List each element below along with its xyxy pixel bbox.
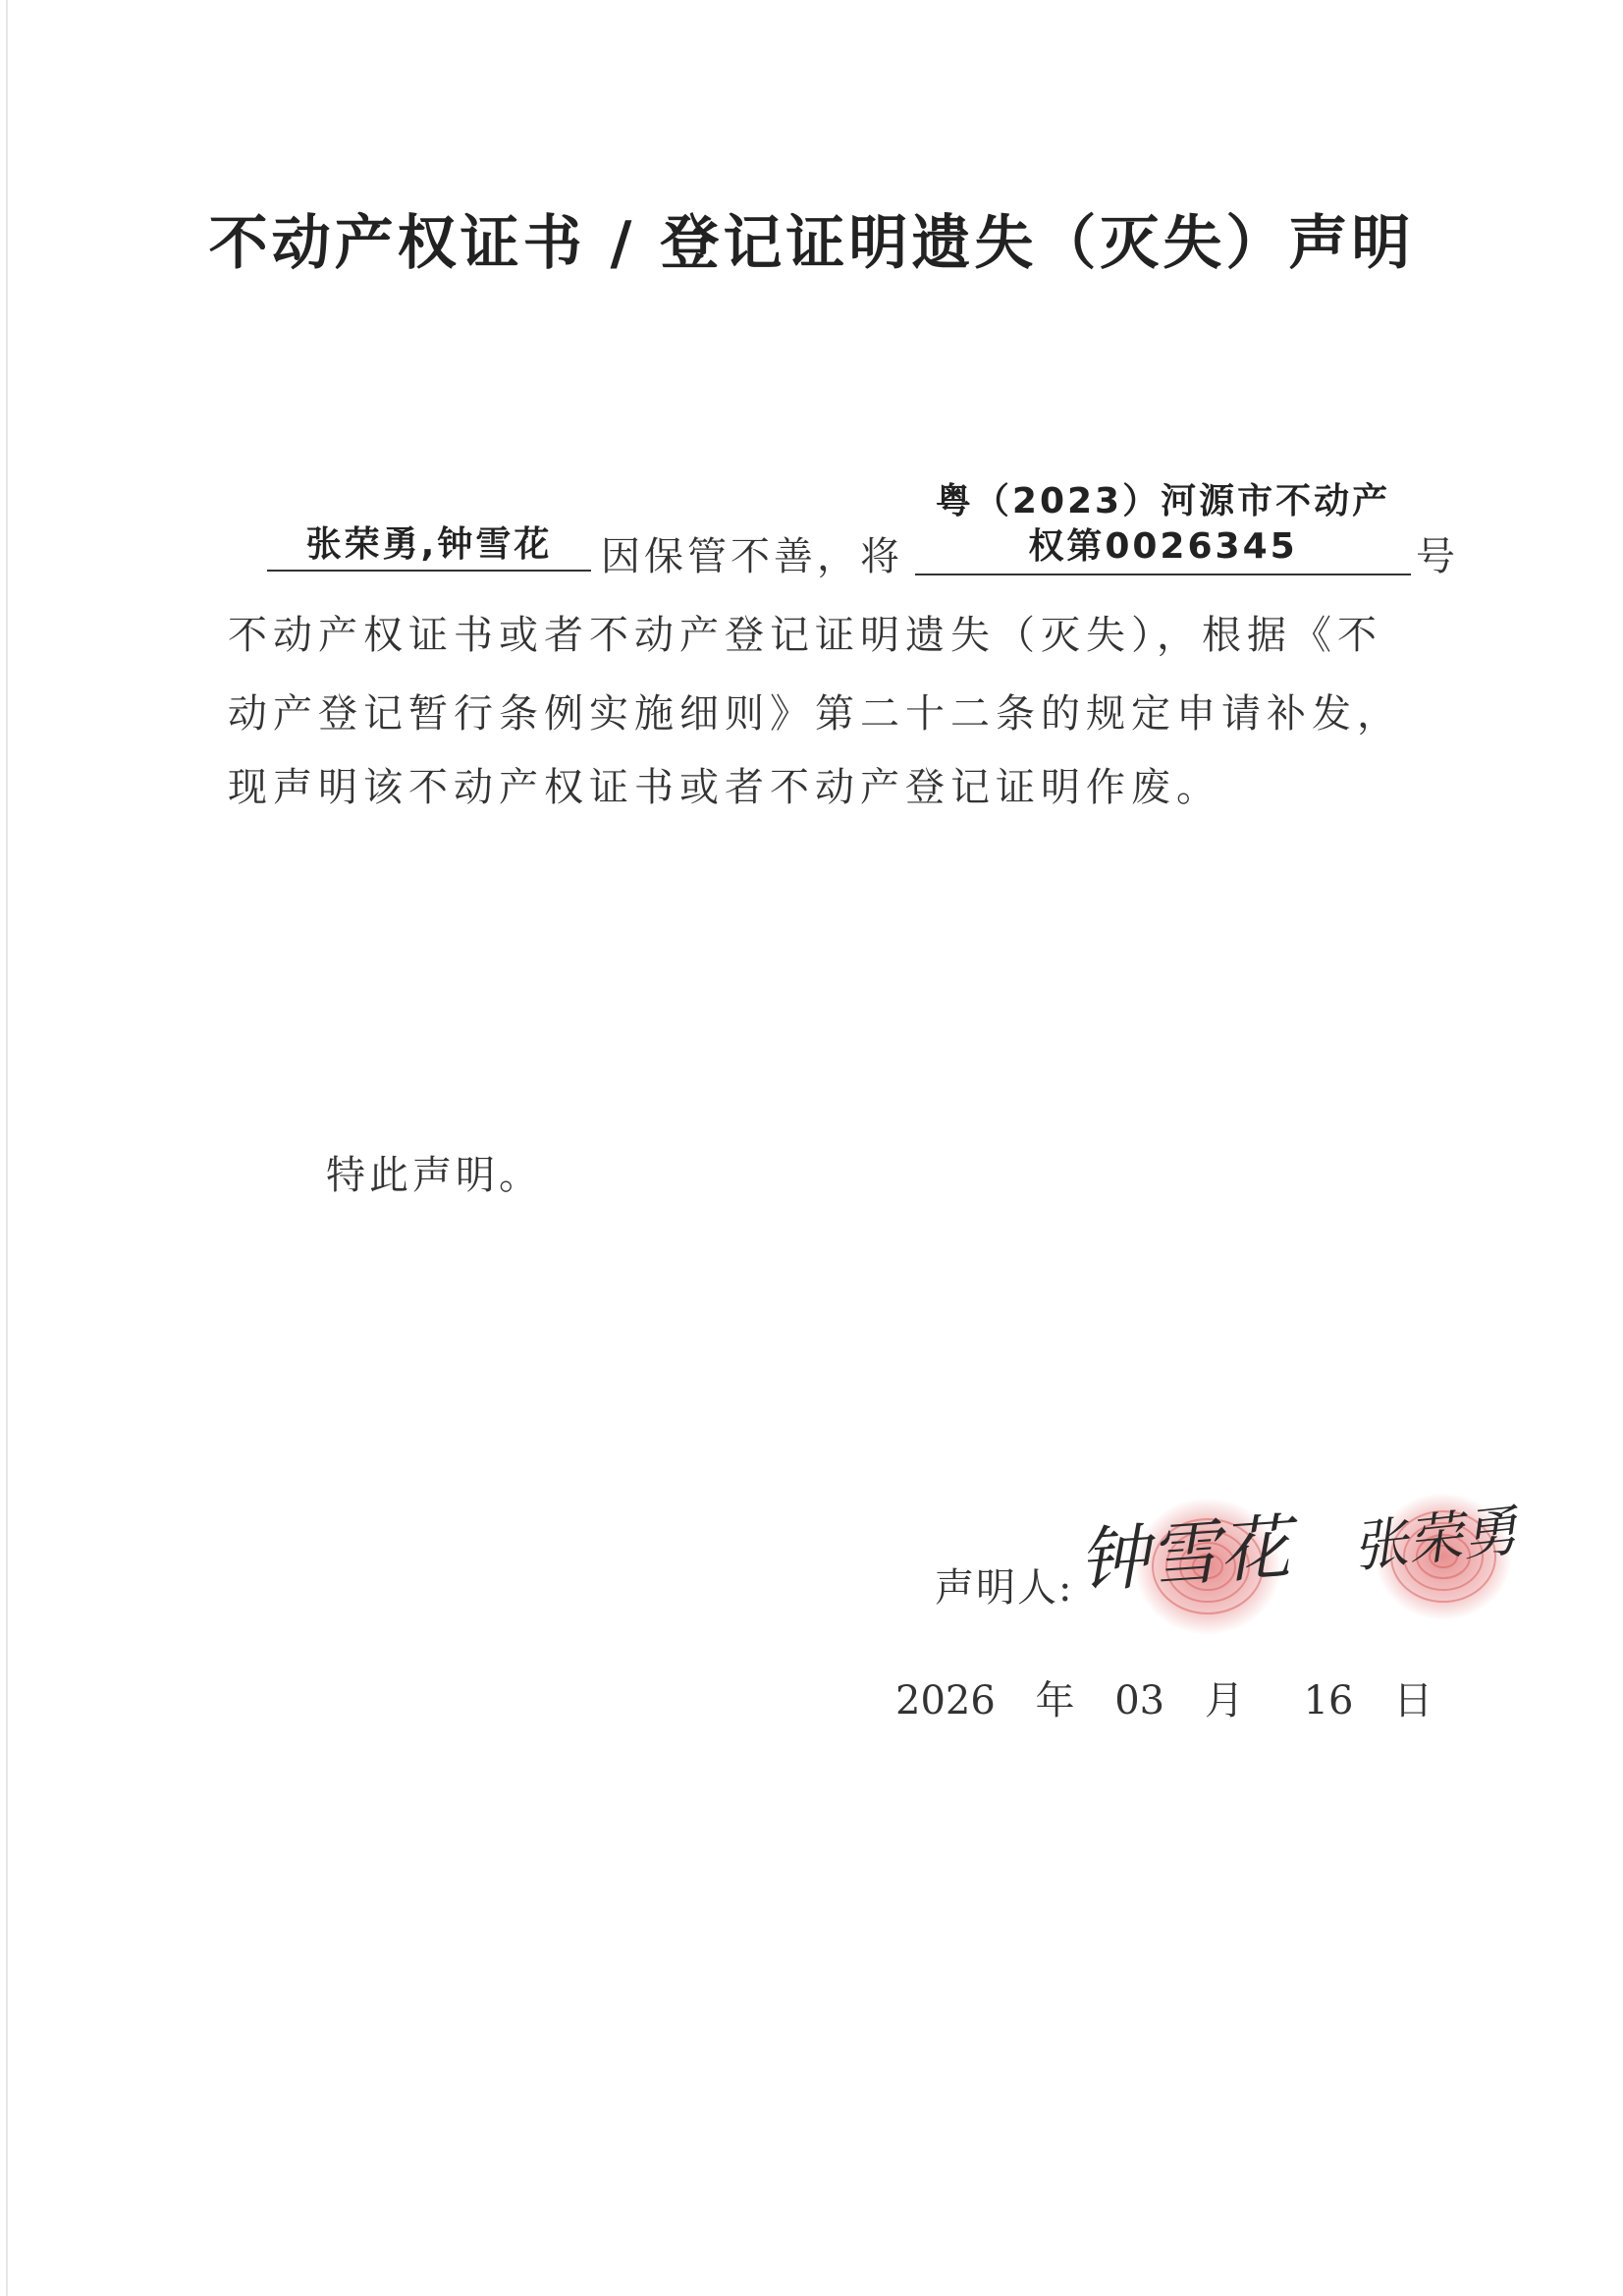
body-line-3: 动产登记暂行条例实施细则》第二十二条的规定申请补发， (228, 691, 1402, 737)
body-text-segment: 号 (1416, 534, 1455, 579)
date-year-unit: 年 (1035, 1678, 1075, 1723)
closing-statement: 特此声明。 (326, 1153, 542, 1198)
body-line-4: 现声明该不动产权证书或者不动产登记证明作废。 (228, 765, 1221, 810)
certificate-line-1: 粤（2023）河源市不动产 (935, 481, 1391, 521)
filled-names-field: 张荣勇,钟雪花 (267, 520, 591, 572)
document-title: 不动产权证书 / 登记证明遗失（灭失）声明 (208, 209, 1415, 278)
date-month: 03 (1114, 1678, 1165, 1723)
signature-area (1060, 1483, 1551, 1679)
scan-edge (6, 0, 8, 2296)
date-month-unit: 月 (1204, 1678, 1244, 1723)
handwritten-signature: 钟雪花 (1075, 1505, 1293, 1603)
filled-certificate-number-field (915, 479, 1411, 575)
handwritten-signature: 张荣勇 (1349, 1499, 1521, 1580)
declaration-date (895, 1669, 1433, 1725)
body-line-2: 不动产权证书或者不动产登记证明遗失（灭失），根据《不 (228, 613, 1382, 658)
date-day: 16 (1303, 1678, 1354, 1723)
certificate-line-2: 权第0026345 (1028, 526, 1298, 567)
date-year: 2026 (895, 1678, 996, 1723)
body-text-segment: 因保管不善，将 (601, 534, 903, 579)
declarant-label: 声明人: (935, 1565, 1074, 1611)
date-day-unit: 日 (1393, 1678, 1434, 1723)
